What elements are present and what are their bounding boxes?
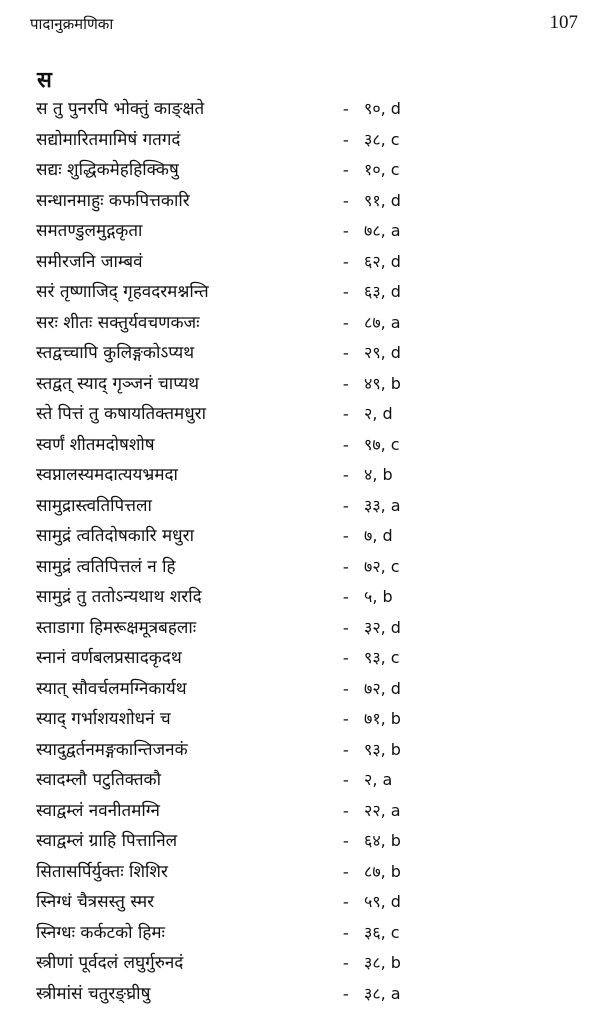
entry-dash: - (343, 526, 349, 545)
index-entry (36, 186, 576, 217)
verse-reference: ३८, b (364, 953, 401, 972)
verse-text: स्निग्धः कर्कटको हिमः (36, 922, 165, 943)
index-entry (36, 613, 576, 644)
verse-reference: १०, c (364, 160, 400, 179)
verse-reference: ७१, b (364, 709, 401, 728)
verse-reference: ६४, b (364, 831, 401, 850)
verse-reference: ३८, c (364, 129, 400, 149)
verse-reference: ३३, a (364, 495, 401, 515)
index-entry (36, 155, 576, 186)
verse-text: स्वादम्लौ पटुतिक्तकौ (36, 770, 162, 790)
entry-dash: - (343, 953, 349, 972)
entry-dash: - (343, 831, 349, 850)
section-heading-letter: स (37, 68, 52, 93)
verse-reference: ५९, d (364, 892, 401, 911)
verse-text: सन्धानमाहुः कफपित्तकारि (36, 190, 190, 211)
verse-text: स्वप्नालस्यमदात्ययभ्रमदा (36, 465, 178, 485)
page-number: 107 (549, 12, 578, 33)
index-entry (36, 643, 576, 674)
verse-text: सामुद्रं त्वतिदोषकारि मधुरा (36, 526, 194, 546)
verse-text: सरं तृष्णाजिद् गृहवदरमश्नन्ति (36, 282, 209, 302)
entry-dash: - (343, 312, 349, 332)
entry-dash: - (343, 221, 349, 240)
index-entry (36, 399, 576, 430)
index-entry (36, 216, 576, 247)
entry-dash: - (343, 556, 349, 576)
entry-dash: - (343, 648, 349, 667)
verse-text: समीरजनि जाम्बवं (36, 251, 143, 272)
verse-text: स्निग्धं चैत्रसस्तु स्मर (36, 892, 155, 912)
index-entry (36, 857, 576, 888)
verse-reference: ७८, a (364, 221, 401, 240)
index-entry (36, 247, 576, 278)
verse-text: स्वाद्वम्लं ग्राहि पित्तानिल (36, 831, 178, 851)
index-entry (36, 826, 576, 857)
index-entry (36, 582, 576, 613)
index-entry (36, 94, 576, 125)
index-entry (36, 735, 576, 766)
entry-dash: - (343, 709, 349, 728)
verse-reference: २९, d (364, 343, 401, 362)
entry-dash: - (343, 99, 349, 118)
entry-dash: - (343, 495, 349, 515)
verse-reference: ८७, b (364, 861, 401, 881)
index-entry (36, 460, 576, 491)
index-entry (36, 765, 576, 796)
verse-reference: ४, b (364, 465, 393, 484)
verse-reference: ९३, b (364, 739, 401, 759)
verse-text: स्वाद्वम्लं नवनीतमग्नि (36, 800, 160, 821)
verse-text: स्ते पित्तं तु कषायतिक्तमधुरा (36, 404, 207, 424)
verse-reference: २२, a (364, 800, 401, 820)
verse-reference: ८७, a (364, 312, 401, 332)
index-entry (36, 979, 576, 1010)
verse-text: सामुद्रास्त्वतिपित्तला (36, 495, 152, 516)
page-header (30, 14, 578, 42)
verse-reference: ३८, a (364, 983, 401, 1003)
verse-text: सद्यः शुद्धिकमेहहिक्किषु (36, 160, 179, 180)
entry-dash: - (343, 251, 349, 271)
entry-dash: - (343, 404, 349, 423)
verse-reference: ९०, d (364, 99, 401, 118)
entry-dash: - (343, 800, 349, 820)
entry-dash: - (343, 434, 349, 454)
entry-dash: - (343, 678, 349, 698)
index-entry (36, 674, 576, 705)
verse-text: सामुद्रं त्वतिपित्तलं न हि (36, 556, 176, 577)
index-entry (36, 338, 576, 369)
index-entry (36, 521, 576, 552)
verse-text: स्नानं वर्णबलप्रसादकृदथ (36, 648, 182, 668)
entry-dash: - (343, 892, 349, 911)
entry-dash: - (343, 587, 349, 606)
entry-dash: - (343, 739, 349, 759)
verse-reference: ९३, c (364, 648, 400, 667)
entry-dash: - (343, 465, 349, 484)
running-header-title: पादानुक्रमणिका (30, 15, 114, 33)
verse-text: स्ताडागा हिमरूक्षमूत्रबहलाः (36, 617, 197, 638)
verse-text: स तु पुनरपि भोक्तुं काङ्क्षते (36, 99, 205, 119)
verse-reference: ९१, d (364, 190, 401, 210)
entry-dash: - (343, 129, 349, 149)
index-entry (36, 704, 576, 735)
verse-text: सितासर्पिर्युक्तः शिशिर (36, 861, 168, 882)
entry-dash: - (343, 983, 349, 1003)
verse-reference: ४९, b (364, 373, 401, 393)
verse-text: स्त्रीमांसं चतुरङ्घ्रीषु (36, 983, 151, 1004)
entry-dash: - (343, 190, 349, 210)
verse-text: स्तद्वत् स्याद् गृञ्जनं चाप्यथ (36, 373, 200, 394)
verse-reference: ९७, c (364, 434, 400, 454)
index-entry (36, 308, 576, 339)
index-entry (36, 948, 576, 979)
verse-reference: ६३, d (364, 282, 401, 301)
verse-reference: ३६, c (364, 922, 400, 942)
verse-reference: २, a (364, 770, 393, 789)
verse-text: स्वर्णं शीतमदोषशोष (36, 434, 155, 455)
verse-reference: २, d (364, 404, 393, 423)
verse-reference: ३२, d (364, 617, 401, 637)
index-entry (36, 796, 576, 827)
entry-dash: - (343, 770, 349, 789)
verse-text: स्त्रीणां पूर्वदलं लघुर्गुरुनदं (36, 953, 184, 973)
index-entry (36, 552, 576, 583)
entry-dash: - (343, 617, 349, 637)
index-entry (36, 491, 576, 522)
verse-index-list (36, 94, 576, 1009)
verse-text: सद्योमारितमामिषं गतगदं (36, 129, 181, 150)
verse-text: सामुद्रं तु ततोऽन्यथाथ शरदि (36, 587, 202, 607)
verse-reference: ५, b (364, 587, 393, 606)
verse-reference: ७, d (364, 526, 393, 545)
verse-text: स्यादुद्वर्तनमङ्गकान्तिजनकं (36, 739, 188, 760)
entry-dash: - (343, 160, 349, 179)
index-entry (36, 277, 576, 308)
entry-dash: - (343, 373, 349, 393)
verse-text: समतण्डुलमुद्गकृता (36, 221, 143, 241)
verse-reference: ६२, d (364, 251, 401, 271)
verse-reference: ७२, c (364, 556, 400, 576)
entry-dash: - (343, 343, 349, 362)
verse-text: स्याद् गर्भाशयशोधनं च (36, 709, 171, 729)
verse-reference: ७२, d (364, 678, 401, 698)
index-entry (36, 918, 576, 949)
verse-text: स्यात् सौवर्चलमग्निकार्यथ (36, 678, 187, 699)
index-entry (36, 430, 576, 461)
index-entry (36, 369, 576, 400)
entry-dash: - (343, 861, 349, 881)
entry-dash: - (343, 922, 349, 942)
verse-text: सरः शीतः सक्तुर्यवचणकजः (36, 312, 200, 333)
index-entry (36, 887, 576, 918)
index-entry (36, 125, 576, 156)
entry-dash: - (343, 282, 349, 301)
verse-text: स्तद्वच्चापि कुलिङ्गकोऽप्यथ (36, 343, 195, 363)
